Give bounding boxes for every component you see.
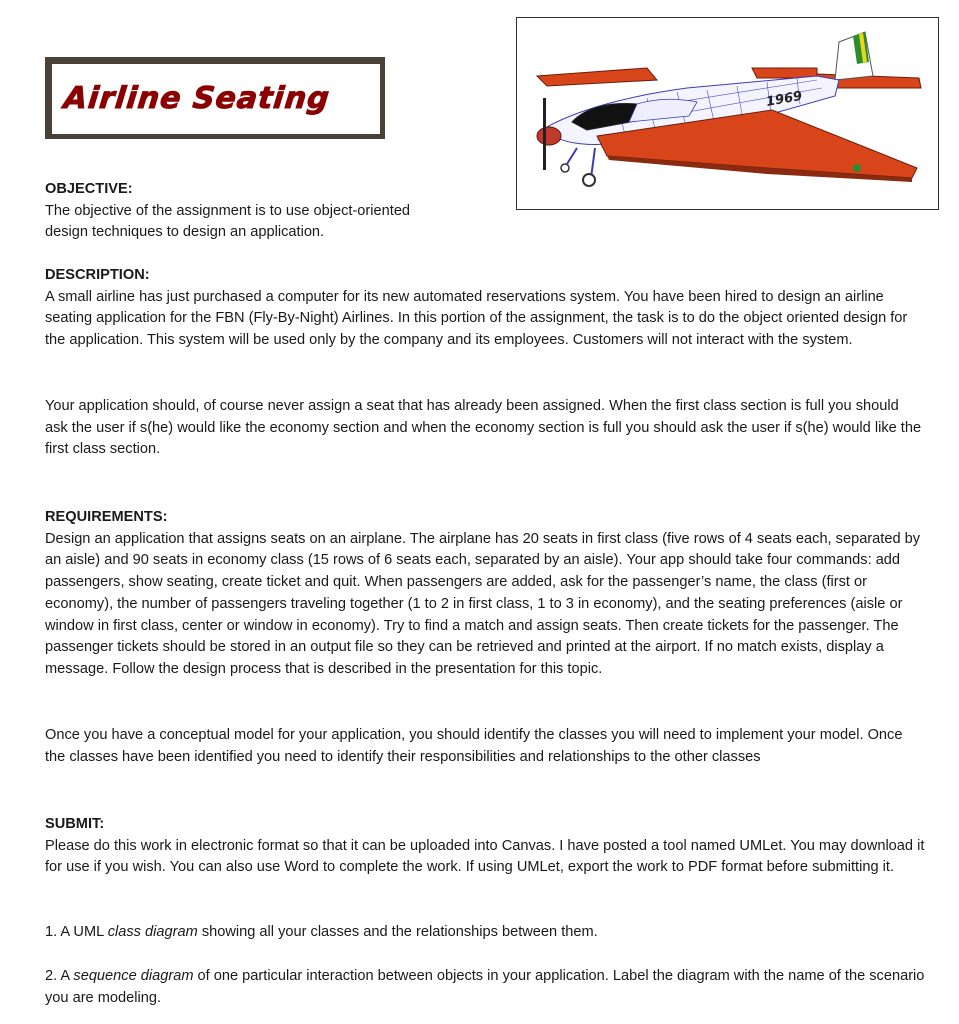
airplane-drawing bbox=[517, 18, 939, 210]
wheel bbox=[583, 174, 595, 186]
description-section bbox=[45, 265, 925, 352]
objective-heading: OBJECTIVE: bbox=[45, 181, 133, 197]
objective-line-1: The objective of the assignment is to use object-oriented bbox=[45, 202, 411, 219]
nose bbox=[537, 127, 561, 145]
description-paragraph-2: Your application should, of course never assign a seat that has already been assigned. When the first class section is full you should ask the user if s(he) would like the economy section and when the economy section is full you should ask the user if s(he) would like the first class section. bbox=[45, 398, 922, 458]
requirements-section-2 bbox=[45, 725, 925, 768]
description-section-2 bbox=[45, 396, 925, 461]
requirements-paragraph-1: Design an application that assigns seats on an airplane. The airplane has 20 seats in first class (five rows of 4 seats each, separated by an aisle) and 90 seats in economy class (15 rows of 6 seats each, separated by an aisle). Your app should take four commands: add passengers, show seating, create ticket and quit. When passengers are added, ask for the passenger’s name, the class (first or economy), the number of passengers traveling together (1 to 2 in first class, 1 to 3 in economy), and the seating preferences (aisle or window in first class, center or window in economy). Try to find a match and assign seats. Then create tickets for the passenger. The passenger tickets should be stored in an output file so they can be retrieved and printed at the airport. If no match exists, display a message. Follow the design process that is described in the presentation for this topic. bbox=[45, 530, 921, 677]
item-2-rest: of one particular interaction between objects in your application. Label the diagram with the name of the scenario you are modeling. bbox=[45, 968, 925, 1006]
description-paragraph-1: A small airline has just purchased a computer for its new automated reservations system. You have been hired to design an airline seating application for the FBN (Fly-By-Night) Airlines. In this portion of the assignment, the task is to do the object oriented design for the application. This system will be used only by the company and its employees. Customers will not interact with the system. bbox=[45, 288, 908, 349]
submit-heading: SUBMIT: bbox=[45, 816, 105, 832]
description-heading: DESCRIPTION: bbox=[45, 267, 150, 283]
submit-item-1 bbox=[45, 922, 925, 944]
objective-section bbox=[45, 179, 485, 244]
requirements-paragraph-2: Once you have a conceptual model for your application, you should identify the classes you will need to implement your model. Once the classes have been identified you need to identify their responsibilities and relationships to the other classes bbox=[45, 727, 903, 765]
requirements-section bbox=[45, 507, 925, 681]
item-2-prefix: 2. A bbox=[45, 968, 74, 984]
item-2-emphasis: sequence diagram bbox=[73, 968, 194, 984]
objective-line-2: design techniques to design an application. bbox=[45, 224, 325, 241]
submit-section bbox=[45, 814, 925, 879]
left-wing bbox=[537, 68, 657, 86]
item-1-rest: showing all your classes and the relationships between them. bbox=[197, 924, 598, 940]
item-1-prefix: 1. A UML bbox=[45, 924, 108, 940]
submit-item-2 bbox=[45, 966, 925, 1009]
page-title: Airline Seating bbox=[62, 81, 332, 116]
airplane-illustration bbox=[516, 17, 939, 210]
propeller bbox=[543, 98, 546, 170]
item-1-emphasis: class diagram bbox=[107, 924, 198, 940]
submit-paragraph-1: Please do this work in electronic format so that it can be uploaded into Canvas. I have posted a tool named UMLet. You may download it for use if you wish. You can also use Word to complete the work. If using UMLet, export the work to PDF format before submitting it. bbox=[45, 837, 925, 876]
requirements-heading: REQUIREMENTS: bbox=[45, 509, 168, 525]
plane-registration: 1969 bbox=[765, 88, 804, 110]
title-box bbox=[45, 57, 385, 139]
